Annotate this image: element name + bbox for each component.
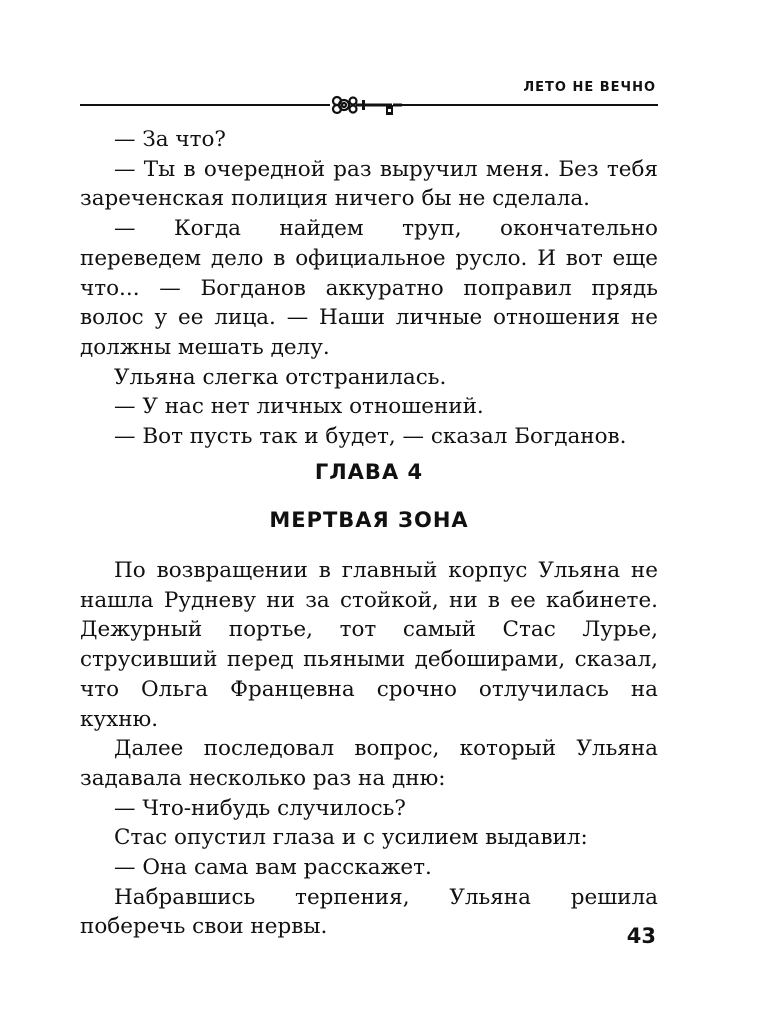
paragraph: — Она сама вам расскажет. [114, 855, 432, 881]
paragraph: — У нас нет личных отношений. [114, 394, 484, 420]
key-icon [330, 92, 402, 118]
text-block-bottom [80, 556, 658, 942]
paragraph: — За что? [114, 127, 226, 152]
paragraph: По возвращении в главный корпус Ульяна не нашла Рудневу ни за стойкой, ни в ее кабинете. Дежурный портье, тот самый Стас Лурье, струсивший перед пьяными дебоширами, сказал, что Ольга Францевна срочно отлучилась на кухню. [80, 558, 658, 732]
text-block-top [80, 125, 658, 452]
running-title: ЛЕТО НЕ ВЕЧНО [523, 80, 656, 95]
chapter-title: МЕРТВАЯ ЗОНА [269, 508, 469, 532]
paragraph: — Что-нибудь случилось? [114, 795, 406, 821]
paragraph: Набравшись терпения, Ульяна решила поберечь свои нервы. [80, 884, 658, 940]
header-rule-right [400, 104, 658, 106]
chapter-heading: ГЛАВА 4 [314, 460, 424, 484]
paragraph: Ульяна слегка отстранилась. [114, 364, 447, 390]
paragraph: Стас опустил глаза и с усилием выдавил: [114, 825, 588, 851]
page-number: 43 [626, 924, 656, 948]
header-rule-left [80, 104, 330, 106]
paragraph: — Вот пусть так и будет, — сказал Богданов. [114, 424, 627, 450]
paragraph: — Когда найдем труп, окончательно переведем дело в официальное русло. И вот еще что... — Богданов аккуратно поправил прядь волос у ее лица. — Наши личные отношения не должны мешать делу. [80, 216, 658, 360]
paragraph: — Ты в очередной раз выручил меня. Без тебя зареченская полиция ничего бы не сделала. [80, 156, 658, 212]
paragraph: Далее последовал вопрос, который Ульяна задавала несколько раз на дню: [80, 736, 658, 791]
